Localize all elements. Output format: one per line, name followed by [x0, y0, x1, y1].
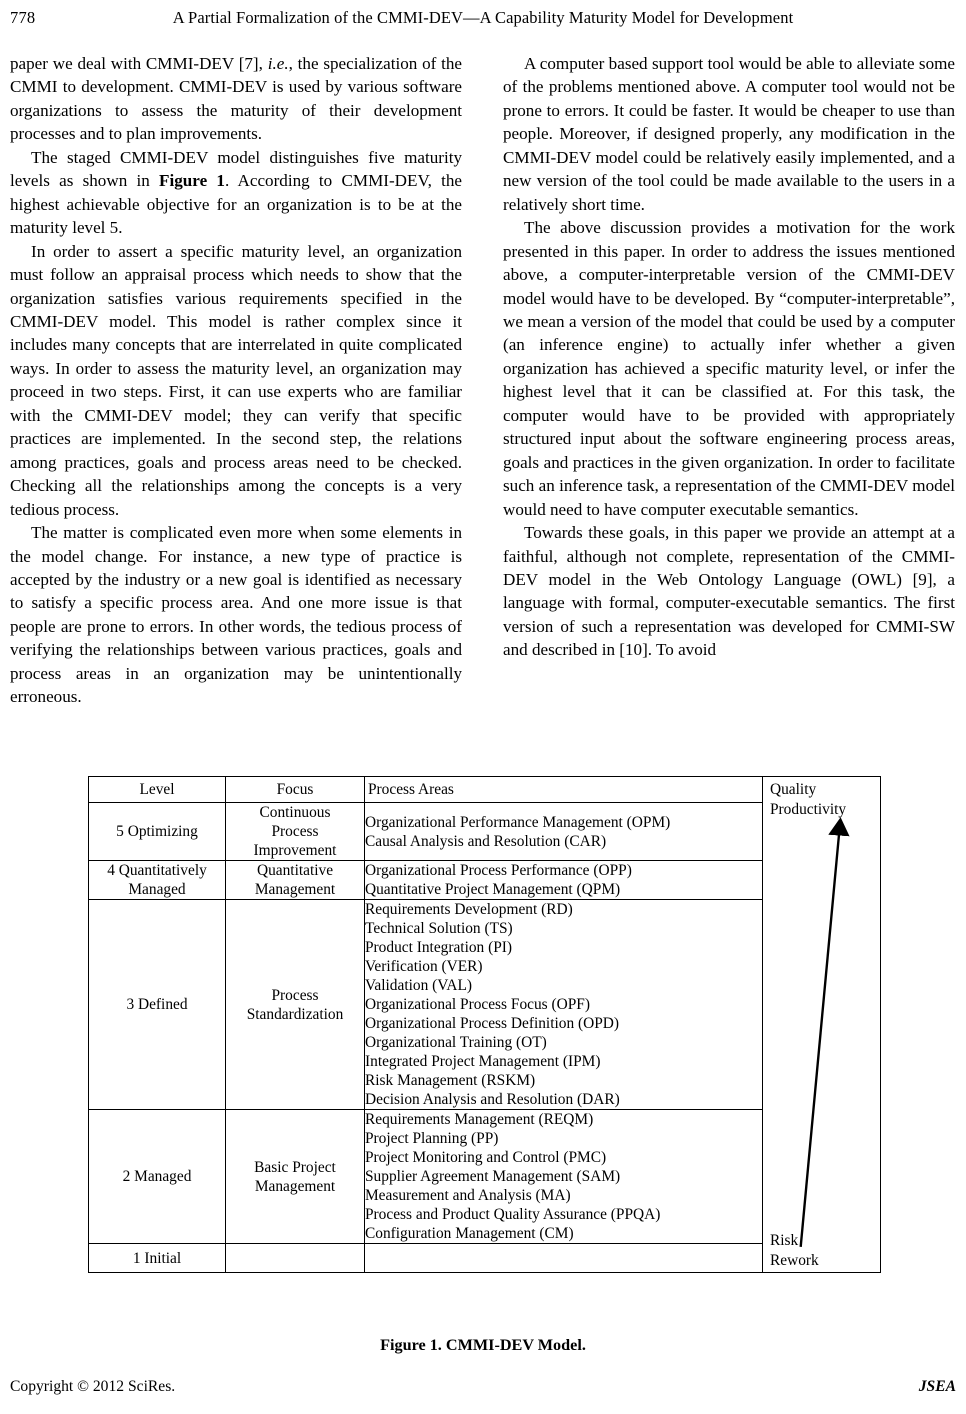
- process-area-item: Integrated Project Management (IPM): [365, 1053, 601, 1070]
- process-area-item: Project Planning (PP): [365, 1130, 499, 1147]
- running-head-title: A Partial Formalization of the CMMI-DEV—A Capability Maturity Model for Development: [172, 8, 794, 27]
- cell-process-areas: [365, 1244, 763, 1273]
- focus-line: Continuous: [259, 804, 331, 821]
- process-area-item: Organizational Process Performance (OPP): [365, 862, 632, 879]
- process-area-item: Decision Analysis and Resolution (DAR): [365, 1091, 620, 1108]
- cell-focus: [226, 803, 365, 861]
- process-area-item: Supplier Agreement Management (SAM): [365, 1168, 621, 1185]
- paragraph-italic: i.e.: [267, 54, 289, 73]
- process-area-item: Organizational Process Definition (OPD): [365, 1015, 620, 1032]
- cell-level: 5 Optimizing: [89, 803, 226, 861]
- focus-line: Improvement: [253, 842, 337, 859]
- process-area-item: Requirements Development (RD): [365, 901, 573, 918]
- label-quality: Quality: [770, 781, 817, 798]
- process-area-item: Technical Solution (TS): [365, 920, 513, 937]
- process-area-item: Project Monitoring and Control (PMC): [365, 1149, 607, 1166]
- trend-top-labels: [770, 780, 846, 819]
- process-area-item: Organizational Performance Management (OPM): [365, 813, 671, 831]
- cell-level: 1 Initial: [89, 1244, 226, 1273]
- paragraph-part: paper we deal with CMMI-DEV [7],: [10, 54, 268, 73]
- cell-process-areas: [365, 1110, 763, 1244]
- column-header-focus: Focus: [226, 777, 365, 803]
- cell-focus: [226, 861, 365, 900]
- paragraph: Towards these goals, in this paper we provide an attempt at a faithful, although not complete, representation of the CMMI-DEV model in the Web Ontology Language (OWL) [9], a language with formal, computer-executable semantics. The first version of such a representation was developed for CMMI-SW and described in [10]. To avoid: [503, 523, 955, 660]
- paragraph: [10, 146, 462, 240]
- process-area-item: Organizational Process Focus (OPF): [365, 996, 590, 1013]
- page-number: 778: [10, 8, 36, 27]
- level-line: Managed: [128, 881, 186, 898]
- body-columns: [10, 52, 956, 709]
- focus-line: Process: [271, 986, 319, 1004]
- cell-focus: [226, 900, 365, 1110]
- label-risk: Risk: [770, 1232, 799, 1249]
- level-line: 4 Quantitatively: [107, 862, 207, 879]
- focus-line: Process: [271, 823, 319, 840]
- cell-process-areas: [365, 803, 763, 861]
- cell-level: 3 Defined: [89, 900, 226, 1110]
- right-column: [503, 52, 955, 709]
- figure-caption: Figure 1. CMMI-DEV Model.: [380, 1336, 586, 1354]
- copyright-notice: Copyright © 2012 SciRes.: [10, 1378, 176, 1395]
- label-rework: Rework: [770, 1251, 819, 1269]
- cell-process-areas: [365, 900, 763, 1110]
- cell-level: [89, 861, 226, 900]
- process-area-item: Risk Management (RSKM): [365, 1072, 536, 1089]
- process-area-item: Product Integration (PI): [365, 939, 513, 956]
- paragraph: A computer based support tool would be able to alleviate some of the problems mentioned above. A computer tool would not be prone to errors. It could be faster. It would be cheaper to use than people. Moreover, if designed properly, any modification in the CMMI-DEV model could be relatively easily implemented, and a new version of the tool could be made available to the users in a relatively short time.: [503, 54, 955, 214]
- focus-line: Standardization: [246, 1005, 344, 1023]
- process-area-item: Configuration Management (CM): [365, 1225, 574, 1242]
- figure-1: [88, 776, 880, 1273]
- focus-line: Management: [254, 1177, 336, 1195]
- paragraph: In order to assert a specific maturity level, an organization must follow an appraisal process which needs to show that the organization satisfies various requirements specified in the CMMI-DEV model. This model is rather complex since it includes many concepts that are interrelated in quite complicated ways. In order to assess the maturity level, an organization may proceed in two steps. First, it can use experts who are familiar with the CMMI-DEV model; they can verify that specific practices are implemented. In the second step, the relations among practices, goals and process areas need to be checked. Checking all the relationships among the concepts is a very tedious process.: [10, 241, 462, 519]
- paragraph: The matter is complicated even more when some elements in the model change. For instance, a new type of practice is accepted by the industry or a new goal is identified as necessary to satisfy a specific process area. And one more issue is that people are prone to errors. In other words, the tedious process of verifying the relationships between various practices, goals and process areas in an organization may be unintentionally erroneous.: [10, 523, 462, 707]
- process-area-item: Organizational Training (OT): [365, 1034, 547, 1051]
- cell-level: 2 Managed: [89, 1110, 226, 1244]
- process-area-item: Validation (VAL): [365, 977, 473, 994]
- focus-line: Quantitative: [256, 862, 334, 879]
- cell-focus: [226, 1244, 365, 1273]
- cell-focus: [226, 1110, 365, 1244]
- running-head: [0, 8, 966, 32]
- label-productivity: Productivity: [770, 800, 847, 818]
- journal-abbreviation: JSEA: [918, 1378, 956, 1395]
- column-header-process-areas: Process Areas: [365, 777, 763, 803]
- process-area-item: Measurement and Analysis (MA): [365, 1187, 571, 1204]
- page-footer: [0, 1378, 966, 1400]
- process-area-item: Requirements Management (REQM): [365, 1111, 594, 1128]
- cell-process-areas: [365, 861, 763, 900]
- focus-line: Basic Project: [254, 1158, 336, 1176]
- process-area-item: Verification (VER): [365, 958, 483, 975]
- process-area-item: Causal Analysis and Resolution (CAR): [365, 832, 607, 850]
- paragraph-part: The staged CMMI-DEV model distinguishes five maturity levels as shown in: [10, 147, 462, 191]
- paragraph: [10, 52, 462, 146]
- process-area-item: Quantitative Project Management (QPM): [365, 881, 621, 898]
- paragraph: The above discussion provides a motivation for the work presented in this paper. In order to address the issues mentioned above, a computer-interpretable version of the CMMI-DEV model would have to be developed. By “computer-interpretable”, we mean a version of the model that could be used by a computer (an inference engine) to actually infer whether a given organization has achieved a specific maturity level, or infer the highest level that it can be classified at. For this task, the computer would have to be provided with appropriately structured input about the software engineering process areas, goals and practices in the given organization. In order to facilitate such an inference task, a representation of the CMMI-DEV model would need to have computer executable semantics.: [503, 218, 955, 519]
- focus-line: Management: [254, 881, 336, 898]
- table-header-row: [89, 777, 881, 803]
- column-header-level: Level: [89, 777, 226, 803]
- trend-bottom-labels: [770, 1231, 819, 1270]
- paragraph-part: . According to CMMI-DEV, the highest achievable objective for an organization is to be at the maturity level 5.: [10, 171, 462, 238]
- left-column: [10, 52, 462, 709]
- maturity-trend-panel: [763, 777, 881, 1273]
- process-area-item: Process and Product Quality Assurance (PPQA): [365, 1206, 661, 1223]
- upward-arrow-icon: [763, 777, 880, 1272]
- paragraph-part: , the specialization of the CMMI to development. CMMI-DEV is used by various software organizations to assess the maturity of their development processes and to plan improvements.: [10, 54, 462, 144]
- cmmi-dev-table: [88, 776, 881, 1273]
- figure-reference: Figure 1: [159, 171, 225, 191]
